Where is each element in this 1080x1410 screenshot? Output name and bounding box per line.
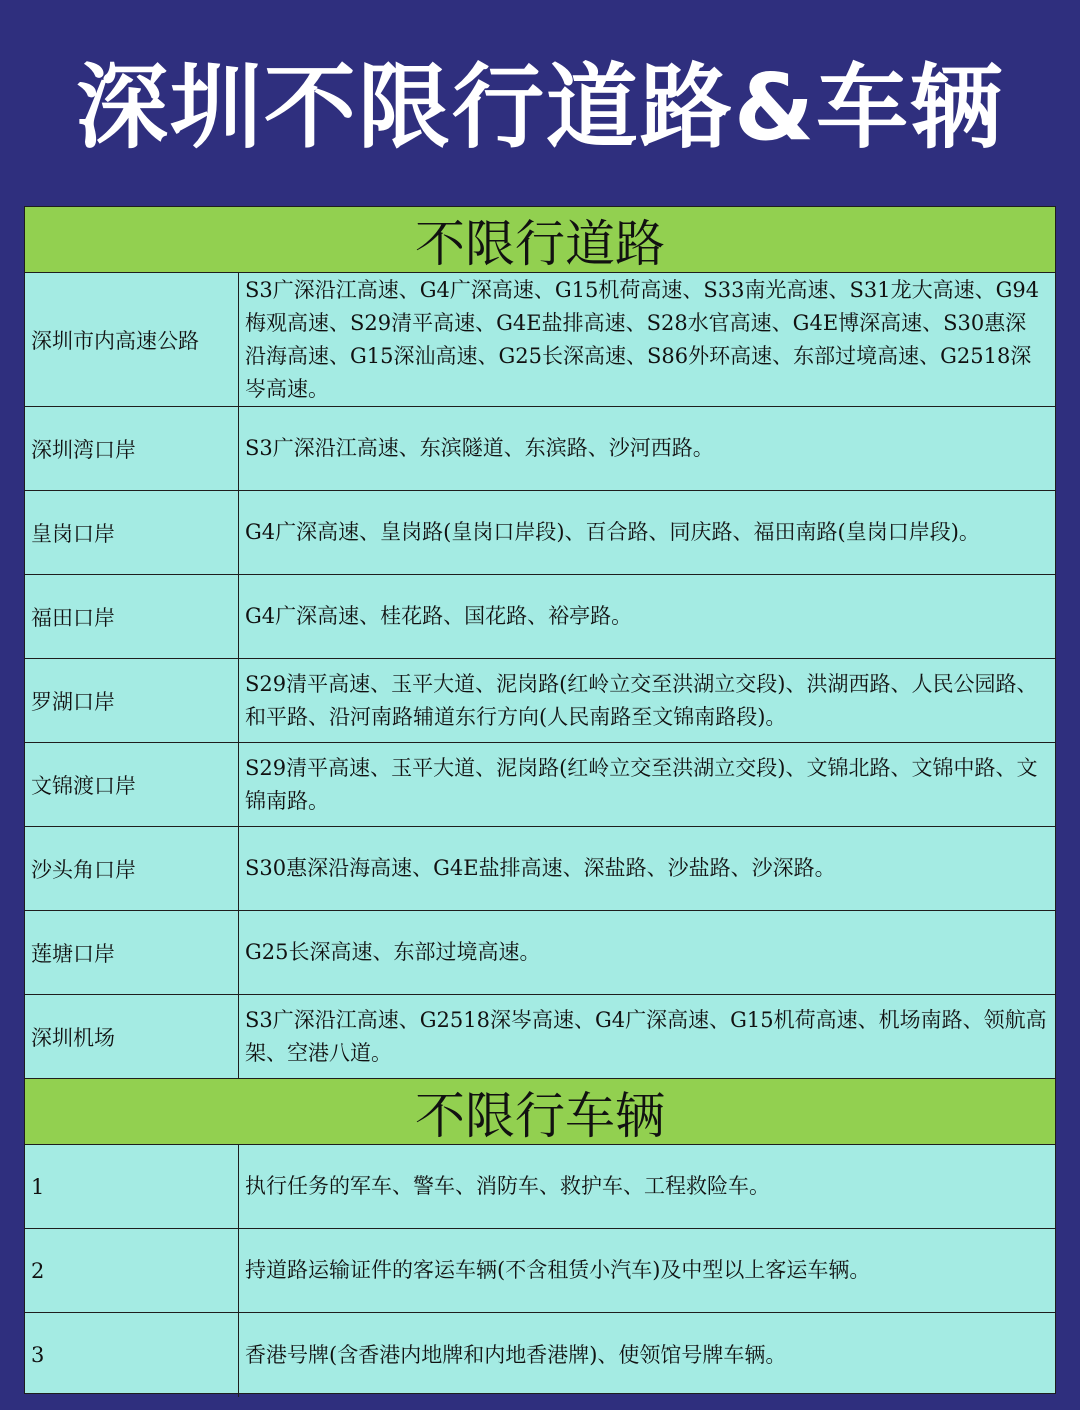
table-row xyxy=(25,575,1055,659)
page-title: 深圳不限行道路&车辆 xyxy=(75,54,1005,161)
row-value: S3广深沿江高速、G4广深高速、G15机荷高速、S33南光高速、S31龙大高速、G94梅观高速、S29清平高速、G4E盐排高速、S28水官高速、G4E博深高速、S30惠深沿海高速、G15深汕高速、G25长深高速、S86外环高速、东部过境高速、G2518深岑高速。 xyxy=(245,277,1040,401)
row-label: 莲塘口岸 xyxy=(25,911,239,994)
row-label: 深圳湾口岸 xyxy=(25,407,239,490)
table-row xyxy=(25,491,1055,575)
row-value: S29清平高速、玉平大道、泥岗路(红岭立交至洪湖立交段)、文锦北路、文锦中路、文锦南路。 xyxy=(245,755,1038,813)
row-value: S29清平高速、玉平大道、泥岗路(红岭立交至洪湖立交段)、洪湖西路、人民公园路、和平路、沿河南路辅道东行方向(人民南路至文锦南路段)。 xyxy=(245,671,1038,729)
table-row xyxy=(25,273,1055,407)
row-value: G4广深高速、桂花路、国花路、裕亭路。 xyxy=(245,604,633,628)
table-row xyxy=(25,407,1055,491)
info-table xyxy=(24,206,1056,1394)
table-row xyxy=(25,1313,1055,1397)
row-number: 3 xyxy=(25,1313,239,1397)
row-label: 沙头角口岸 xyxy=(25,827,239,910)
row-value: 香港号牌(含香港内地牌和内地香港牌)、使领馆号牌车辆。 xyxy=(245,1342,787,1367)
table-row xyxy=(25,911,1055,995)
row-label: 福田口岸 xyxy=(25,575,239,658)
row-value: S30惠深沿海高速、G4E盐排高速、深盐路、沙盐路、沙深路。 xyxy=(245,856,836,880)
row-value: S3广深沿江高速、G2518深岑高速、G4广深高速、G15机荷高速、机场南路、领航高架、空港八道。 xyxy=(245,1007,1047,1065)
row-value: 执行任务的军车、警车、消防车、救护车、工程救险车。 xyxy=(245,1174,770,1198)
row-label: 深圳市内高速公路 xyxy=(25,273,239,406)
table-row xyxy=(25,659,1055,743)
row-label: 罗湖口岸 xyxy=(25,659,239,742)
table-row xyxy=(25,1229,1055,1313)
row-value: 持道路运输证件的客运车辆(不含租赁小汽车)及中型以上客运车辆。 xyxy=(245,1258,871,1282)
row-label: 文锦渡口岸 xyxy=(25,743,239,826)
table-row xyxy=(25,1145,1055,1229)
row-number: 2 xyxy=(25,1229,239,1312)
roads-section-header: 不限行道路 xyxy=(25,207,1055,273)
row-label: 皇岗口岸 xyxy=(25,491,239,574)
row-value: G25长深高速、东部过境高速。 xyxy=(245,940,541,964)
row-value: S3广深沿江高速、东滨隧道、东滨路、沙河西路。 xyxy=(245,436,714,460)
vehicles-section-header: 不限行车辆 xyxy=(25,1079,1055,1145)
table-row xyxy=(25,995,1055,1079)
row-label: 深圳机场 xyxy=(25,995,239,1078)
row-number: 1 xyxy=(25,1145,239,1228)
row-value: G4广深高速、皇岗路(皇岗口岸段)、百合路、同庆路、福田南路(皇岗口岸段)。 xyxy=(245,520,980,544)
table-row xyxy=(25,743,1055,827)
table-row xyxy=(25,827,1055,911)
